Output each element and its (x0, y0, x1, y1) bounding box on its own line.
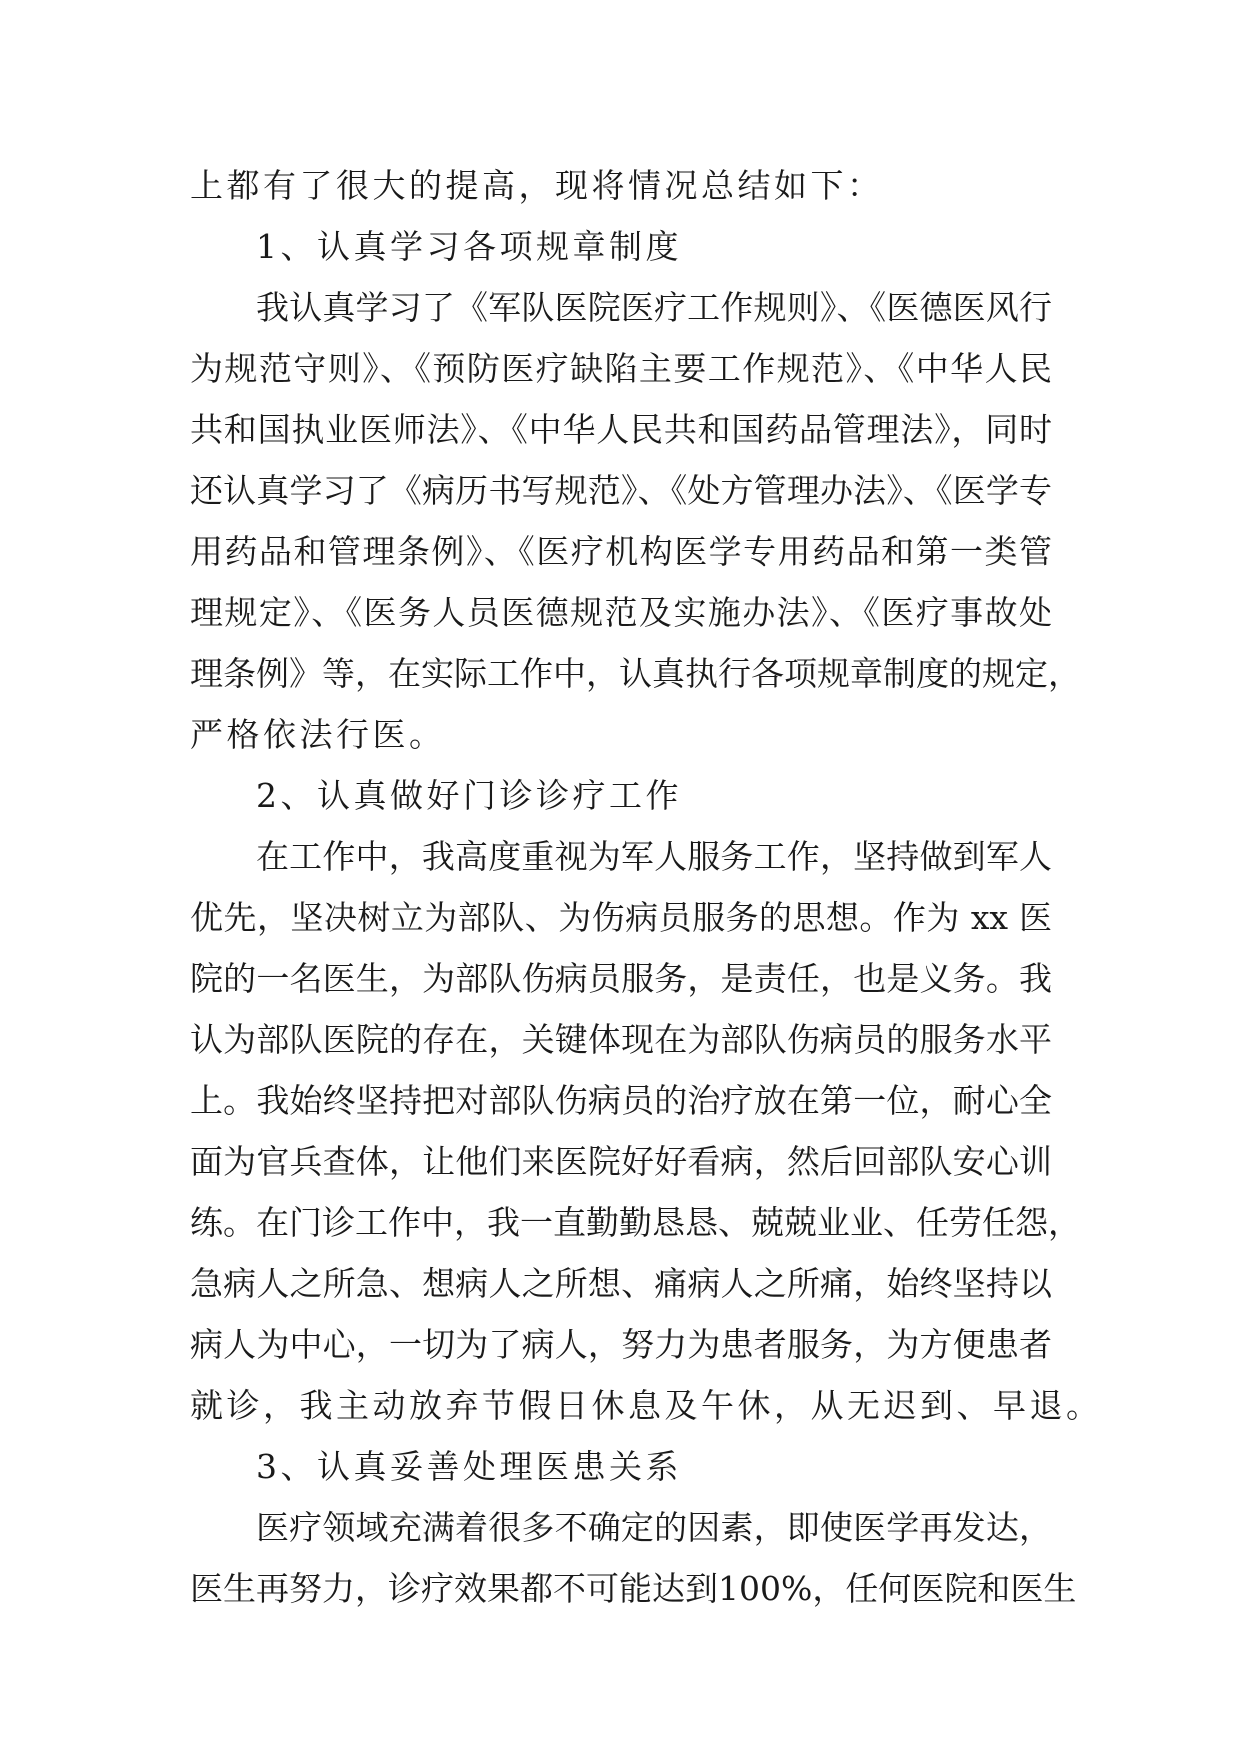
paragraph-3-line-1: 医疗领域充满着很多不确定的因素，即使医学再发达， (256, 1508, 1052, 1547)
paragraph-2-line-10: 就诊，我主动放弃节假日休息及午休，从无迟到、早退。 (190, 1386, 1103, 1425)
section-heading-3: 3、认真妥善处理医患关系 (256, 1447, 682, 1486)
section-heading-2: 2、认真做好门诊诊疗工作 (256, 776, 682, 815)
paragraph-1-line-2: 为规范守则》、《预防医疗缺陷主要工作规范》、《中华人民 (190, 349, 1052, 388)
section-heading-1: 1、认真学习各项规章制度 (256, 227, 682, 266)
paragraph-1-line-1: 我认真学习了《军队医院医疗工作规则》、《医德医风行 (256, 288, 1052, 327)
paragraph-2-line-5: 上。我始终坚持把对部队伤病员的治疗放在第一位，耐心全 (190, 1081, 1052, 1120)
paragraph-2-line-1: 在工作中，我高度重视为军人服务工作，坚持做到军人 (256, 837, 1052, 876)
paragraph-2-line-2: 优先，坚决树立为部队、为伤病员服务的思想。作为 xx 医 (190, 898, 1052, 937)
paragraph-2-line-8: 急病人之所急、想病人之所想、痛病人之所痛，始终坚持以 (190, 1264, 1052, 1303)
paragraph-1-line-4: 还认真学习了《病历书写规范》、《处方管理办法》、《医学专 (190, 471, 1052, 510)
text-line-continuation: 上都有了很大的提高，现将情况总结如下： (190, 166, 884, 205)
paragraph-1-line-8: 严格依法行医。 (190, 715, 446, 754)
paragraph-1-line-3: 共和国执业医师法》、《中华人民共和国药品管理法》，同时 (190, 410, 1052, 449)
paragraph-2-line-6: 面为官兵查体，让他们来医院好好看病，然后回部队安心训 (190, 1142, 1052, 1181)
paragraph-2-line-9: 病人为中心，一切为了病人，努力为患者服务，为方便患者 (190, 1325, 1052, 1364)
paragraph-2-line-7: 练。在门诊工作中，我一直勤勤恳恳、兢兢业业、任劳任怨， (190, 1203, 1081, 1242)
paragraph-1-line-5: 用药品和管理条例》、《医疗机构医学专用药品和第一类管 (190, 532, 1052, 571)
paragraph-3-line-2: 医生再努力，诊疗效果都不可能达到100%，任何医院和医生 (190, 1569, 1077, 1608)
paragraph-2-line-3: 院的一名医生，为部队伤病员服务，是责任，也是义务。我 (190, 959, 1052, 998)
paragraph-1-line-7: 理条例》等，在实际工作中，认真执行各项规章制度的规定， (190, 654, 1081, 693)
paragraph-1-line-6: 理规定》、《医务人员医德规范及实施办法》、《医疗事故处 (190, 593, 1052, 632)
paragraph-2-line-4: 认为部队医院的存在，关键体现在为部队伤病员的服务水平 (190, 1020, 1052, 1059)
